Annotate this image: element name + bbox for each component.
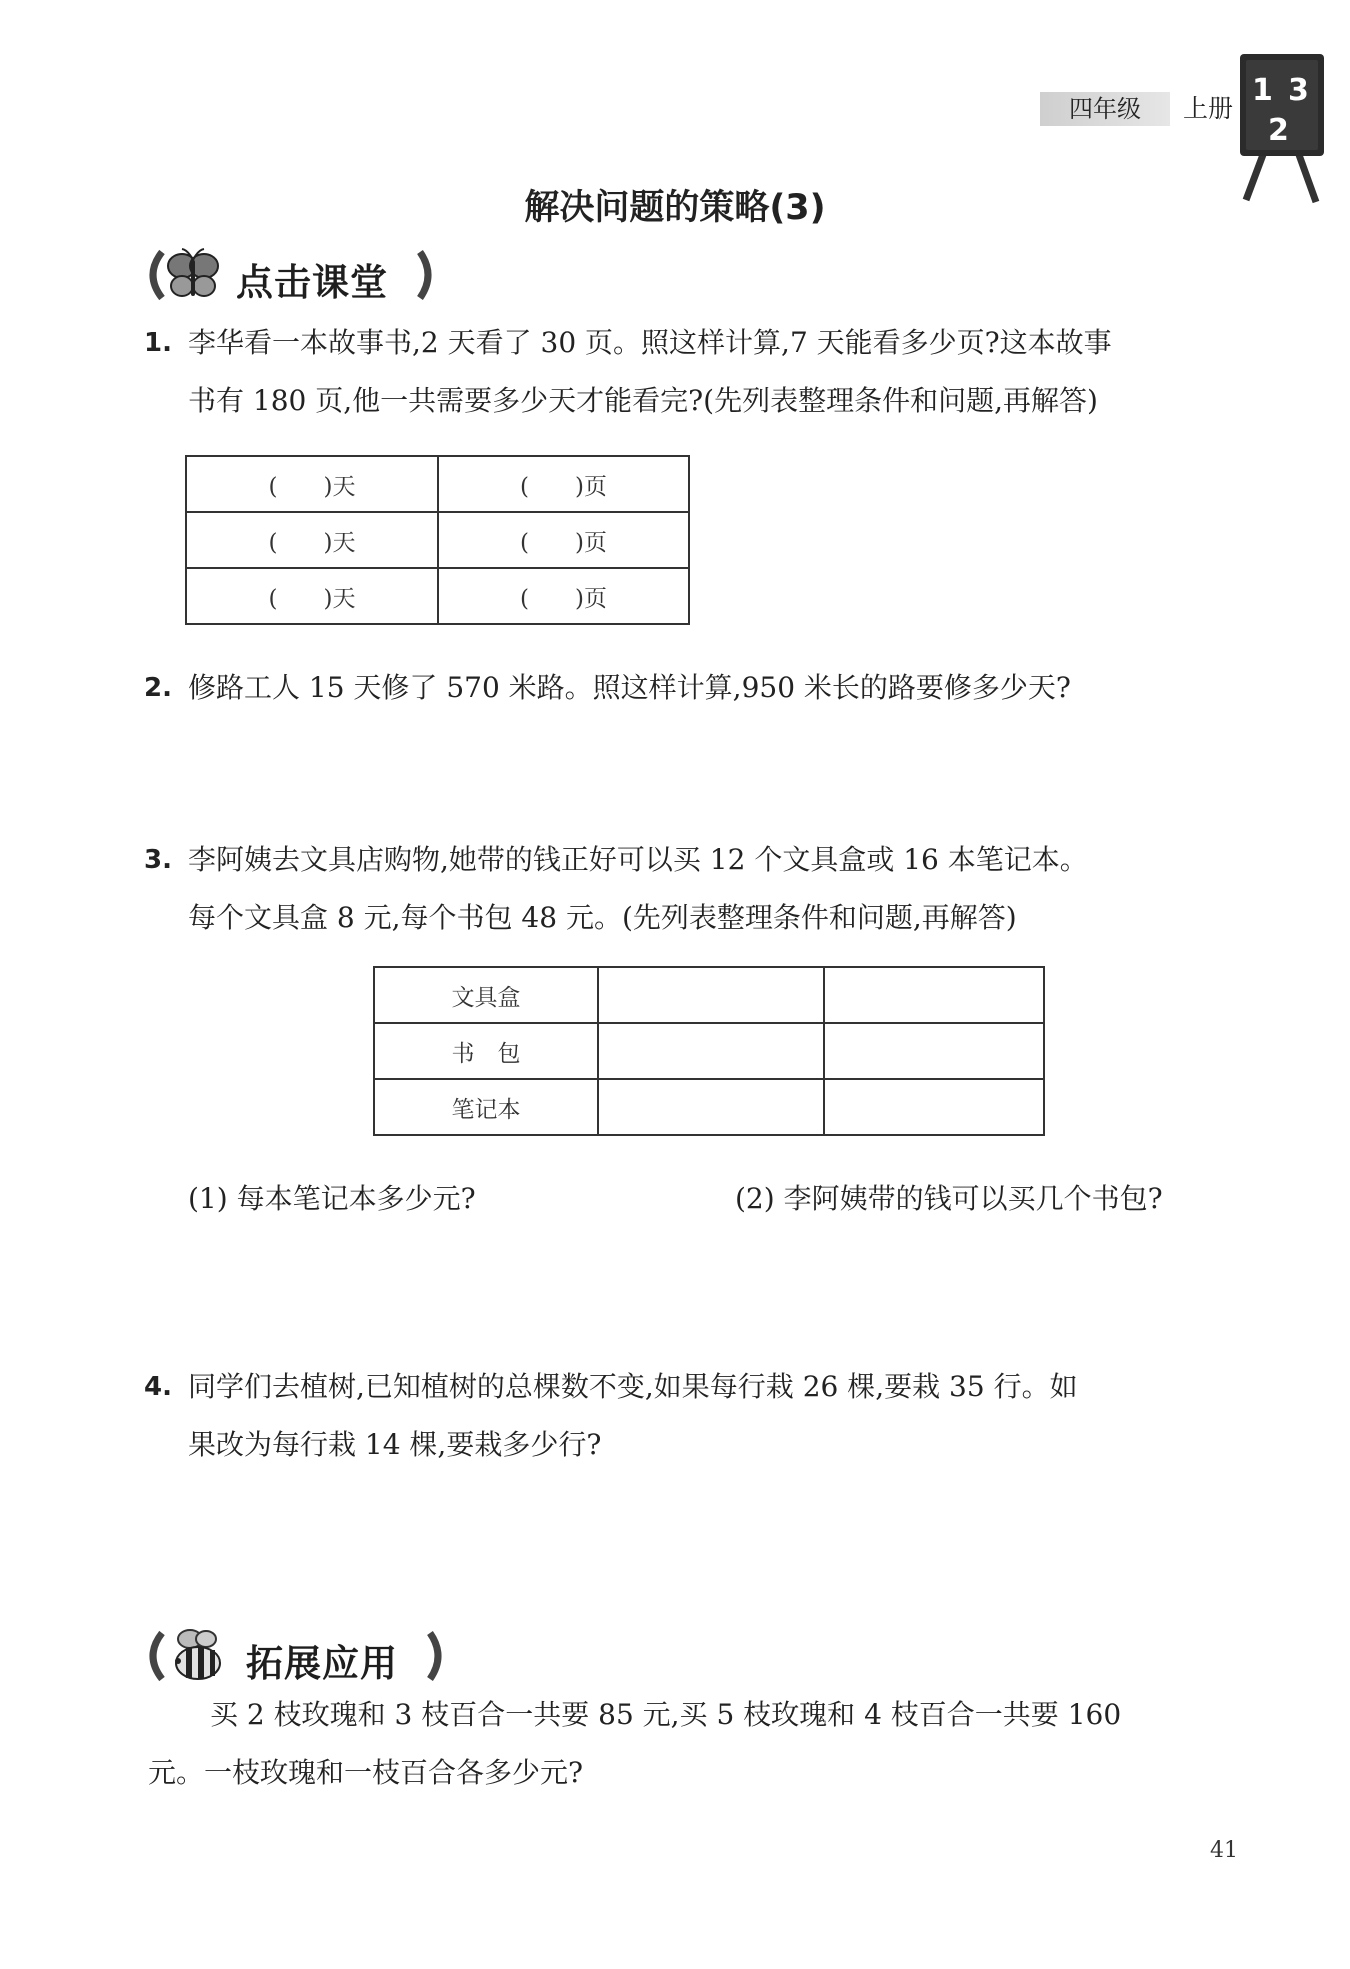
section-banner-extension [140,1627,450,1685]
question-text: 果改为每行栽 14 棵,要栽多少行? [188,1428,602,1461]
problem-text: 买 2 枝玫瑰和 3 枝百合一共要 85 元,买 5 枝玫瑰和 4 枝百合一共要 160 [210,1698,1122,1731]
bee-icon [164,1627,234,1685]
question-text: 每个文具盒 8 元,每个书包 48 元。(先列表整理条件和问题,再解答) [188,901,1017,934]
question-1 [140,314,1240,434]
question-text: 李华看一本故事书,2 天看了 30 页。照这样计算,7 天能看多少页?这本故事 [188,326,1112,359]
table-cell [824,1079,1044,1135]
table-row-label: 书 包 [374,1023,598,1079]
question-text: 同学们去植树,已知植树的总棵数不变,如果每行栽 26 棵,要栽 35 行。如 [188,1370,1078,1403]
table-cell: ( )页 [438,456,689,512]
section-banner-classroom [140,246,440,304]
table-cell [598,967,824,1023]
table-cell [824,967,1044,1023]
table-row-label: 文具盒 [374,967,598,1023]
question-number: 1. [144,328,172,358]
question-4 [140,1358,1240,1478]
board-digit: 3 [1288,73,1309,108]
question-number: 2. [144,673,172,703]
question-3 [140,831,1240,951]
volume-label: 上册 [1183,94,1234,123]
question-text: 李阿姨去文具店购物,她带的钱正好可以买 12 个文具盒或 16 本笔记本。 [188,843,1088,876]
table-cell: ( )天 [186,568,438,624]
table-cell: ( )页 [438,568,689,624]
table-cell [598,1079,824,1135]
question-2 [140,659,1240,719]
section-title: 拓展应用 [246,1642,398,1685]
table-cell: ( )页 [438,512,689,568]
table-cell [598,1023,824,1079]
section-title: 点击课堂 [236,261,388,304]
page-number: 41 [1210,1838,1238,1863]
sub-question-1: (1) 每本笔记本多少元? [188,1182,476,1215]
q1-table [185,455,690,625]
grade-label: 四年级 [1040,92,1170,126]
question-text: 书有 180 页,他一共需要多少天才能看完?(先列表整理条件和问题,再解答) [188,384,1098,417]
question-number: 4. [144,1372,172,1402]
question-text: 修路工人 15 天修了 570 米路。照这样计算,950 米长的路要修多少天? [188,671,1071,704]
problem-text: 元。一枝玫瑰和一枝百合各多少元? [148,1756,584,1789]
board-digit: 2 [1268,113,1289,148]
table-row-label: 笔记本 [374,1079,598,1135]
question-number: 3. [144,845,172,875]
sub-question-2: (2) 李阿姨带的钱可以买几个书包? [735,1182,1163,1215]
q3-table [373,966,1045,1136]
board-digit: 1 [1252,73,1273,108]
table-cell [824,1023,1044,1079]
table-cell: ( )天 [186,456,438,512]
butterfly-icon [162,246,224,304]
page-title: 解决问题的策略(3) [524,188,826,228]
table-cell: ( )天 [186,512,438,568]
extension-problem [140,1686,1250,1806]
